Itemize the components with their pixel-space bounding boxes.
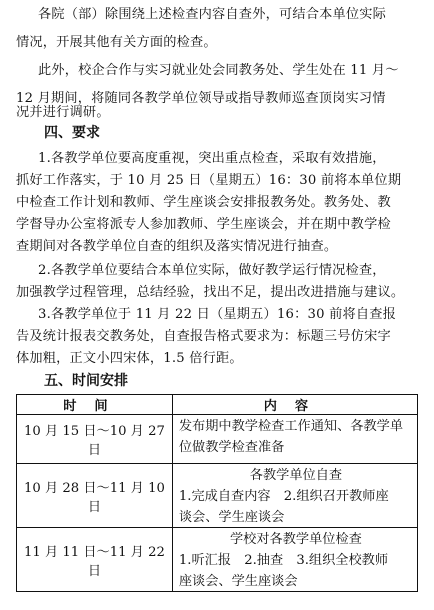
requirement-2-line: 加强教学过程管理，总结经验，找出不足，提出改进措施与建议。 <box>16 285 405 300</box>
requirement-1-line: 学督导办公室将派专人参加教师、学生座谈会，并在期中教学检 <box>16 217 391 232</box>
requirement-1-line: 抓好工作落实，于 10 月 25 日（星期五）16：30 前将本单位期 <box>16 173 402 188</box>
content-line: 各教学单位自查 <box>249 468 343 483</box>
column-header-time: 时间 <box>17 395 173 415</box>
time-cell: 11 月 11 日～11 月 22 日 <box>17 528 173 592</box>
section-heading-requirements: 四、要求 <box>44 125 100 141</box>
paragraph-line: 情况，开展其他有关方面的检查。 <box>16 35 217 50</box>
requirement-1-line: 查期间对各教学单位自查的组织及落实情况进行抽查。 <box>16 239 338 254</box>
time-cell: 10 月 15 日～10 月 27 日 <box>17 415 173 464</box>
section-heading-schedule: 五、时间安排 <box>44 373 128 389</box>
time-cell: 10 月 28 日～11 月 10 日 <box>17 464 173 528</box>
requirement-1-line: 1.各教学单位要高度重视，突出重点检查，采取有效措施， <box>38 151 386 166</box>
column-header-content: 内容 <box>172 395 417 415</box>
requirement-3-line: 体加粗，正文小四宋体，1.5 倍行距。 <box>16 351 243 366</box>
table-row <box>17 464 418 528</box>
content-line: 谈会、学生座谈会 <box>178 510 285 525</box>
paragraph-line: 各院（部）除围绕上述检查内容自查外，可结合本单位实际 <box>38 7 387 22</box>
schedule-table <box>16 394 418 592</box>
requirement-2-line: 2.各教学单位要结合本单位实际，做好教学运行情况检查， <box>38 263 386 278</box>
table-row <box>17 528 418 592</box>
requirement-3-line: 告及统计报表交教务处，自查报告格式要求为：标题三号仿宋字 <box>16 329 391 344</box>
content-line: 发布期中教学检查工作通知、各教学单 <box>178 419 404 434</box>
requirement-1-line: 中检查工作计划和教师、学生座谈会安排报教务处。教务处、教 <box>16 195 391 210</box>
content-cell <box>172 415 417 464</box>
paragraph-line: 此外，校企合作与实习就业处会同教务处、学生处在 11 月～ <box>38 63 399 78</box>
content-cell <box>172 528 417 592</box>
requirement-3-line: 3.各教学单位于 11 月 22 日（星期五）16：30 前将自查报 <box>38 307 397 322</box>
table-row <box>17 415 418 464</box>
content-line: 座谈会、学生座谈会 <box>178 574 298 589</box>
content-line: 1.听汇报 2.抽查 3.组织全校教师 <box>178 553 389 568</box>
table-header-row <box>17 395 418 415</box>
content-line: 学校对各教学单位检查 <box>230 532 362 547</box>
content-line: 1.完成自查内容 2.组织召开教师座 <box>178 489 389 504</box>
content-line: 位做教学检查准备 <box>178 440 285 455</box>
content-cell <box>172 464 417 528</box>
paragraph-line: 12 月期间，将随同各教学单位领导或指导教师巡查顶岗实习情 <box>16 91 386 106</box>
paragraph-line: 况并进行调研。 <box>16 105 110 120</box>
